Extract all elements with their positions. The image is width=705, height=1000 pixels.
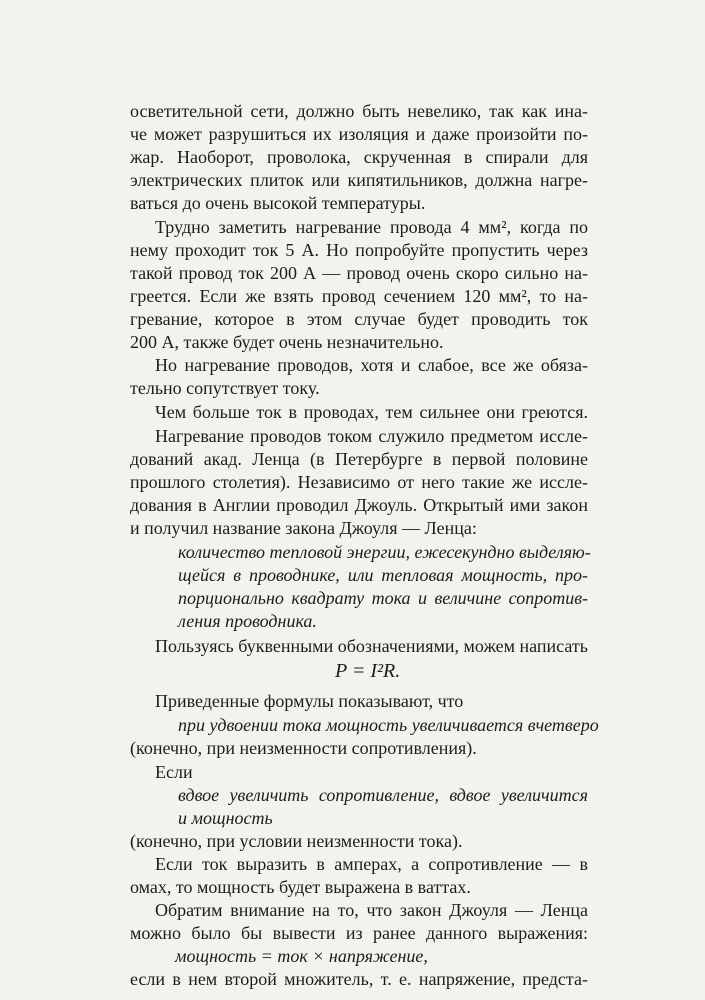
emphasis-line: вдвое увеличить сопротивление, вдвое увеличится xyxy=(178,785,588,805)
law-statement-line: порционально квадрату тока и величине сопротив- xyxy=(178,588,588,608)
text-line: Если ток выразить в амперах, а сопротивление — в xyxy=(155,854,588,874)
formula-power: мощность = ток × напряжение, xyxy=(175,946,428,966)
text-line: если в нем второй множитель, т. е. напряжение, предста- xyxy=(130,969,588,989)
formula-p-i2r: P = I²R. xyxy=(335,660,401,682)
text-line: прошлого столетия). Независимо от него такие же иссле- xyxy=(130,472,588,492)
text-line: Приведенные формулы показывают, что xyxy=(155,691,464,711)
text-line: дования в Англии проводил Джоуль. Открытый ими закон xyxy=(130,495,588,515)
text-line: Обратим внимание на то, что закон Джоуля — Ленца xyxy=(155,900,588,920)
text-line: Если xyxy=(155,762,193,782)
text-line: Но нагревание проводов, хотя и слабое, все же обяза- xyxy=(155,355,588,375)
text-line: (конечно, при условии неизменности тока). xyxy=(130,831,463,851)
text-line: дований акад. Ленца (в Петербурге в первой половине xyxy=(130,449,588,469)
text-line: греется. Если же взять провод сечением 120 мм², то на- xyxy=(130,286,588,306)
text-line: ваться до очень высокой температуры. xyxy=(130,193,426,213)
law-statement-line: щейся в проводнике, или тепловая мощность, про- xyxy=(178,565,588,585)
text-line: тельно сопутствует току. xyxy=(130,378,320,398)
text-line: Трудно заметить нагревание провода 4 мм², когда по xyxy=(155,217,588,237)
law-statement-line: количество тепловой энергии, ежесекундно выделяю- xyxy=(178,542,591,562)
emphasis-line: и мощность xyxy=(178,808,273,828)
text-line: такой провод ток 200 А — провод очень скоро сильно на- xyxy=(130,263,588,283)
text-line: нему проходит ток 5 А. Но попробуйте пропустить через xyxy=(130,240,588,260)
text-line: че может разрушиться их изоляция и даже произойти по- xyxy=(130,124,588,144)
text-line: гревание, которое в этом случае будет проводить ток xyxy=(130,309,588,329)
text-line: Чем больше ток в проводах, тем сильнее они греются. xyxy=(155,402,588,422)
text-line: 200 А, также будет очень незначительно. xyxy=(130,332,444,352)
text-line: Пользуясь буквенными обозначениями, можем написать xyxy=(155,636,588,656)
text-line: осветительной сети, должно быть невелико, так как ина- xyxy=(130,101,588,121)
text-line: жар. Наоборот, проволока, скрученная в спирали для xyxy=(130,147,588,167)
text-line: (конечно, при неизменности сопротивления). xyxy=(130,738,477,758)
text-line: электрических плиток или кипятильников, должна нагре- xyxy=(130,170,588,190)
law-statement-line: ления проводника. xyxy=(178,611,317,631)
text-line: и получил название закона Джоуля — Ленца: xyxy=(130,518,477,538)
text-line: Нагревание проводов током служило предметом иссле- xyxy=(155,426,588,446)
text-line: омах, то мощность будет выражена в ваттах. xyxy=(130,877,471,897)
text-line: можно было бы вывести из ранее данного выражения: xyxy=(130,923,588,943)
emphasis-line: при удвоении тока мощность увеличивается вчетверо xyxy=(178,715,599,735)
